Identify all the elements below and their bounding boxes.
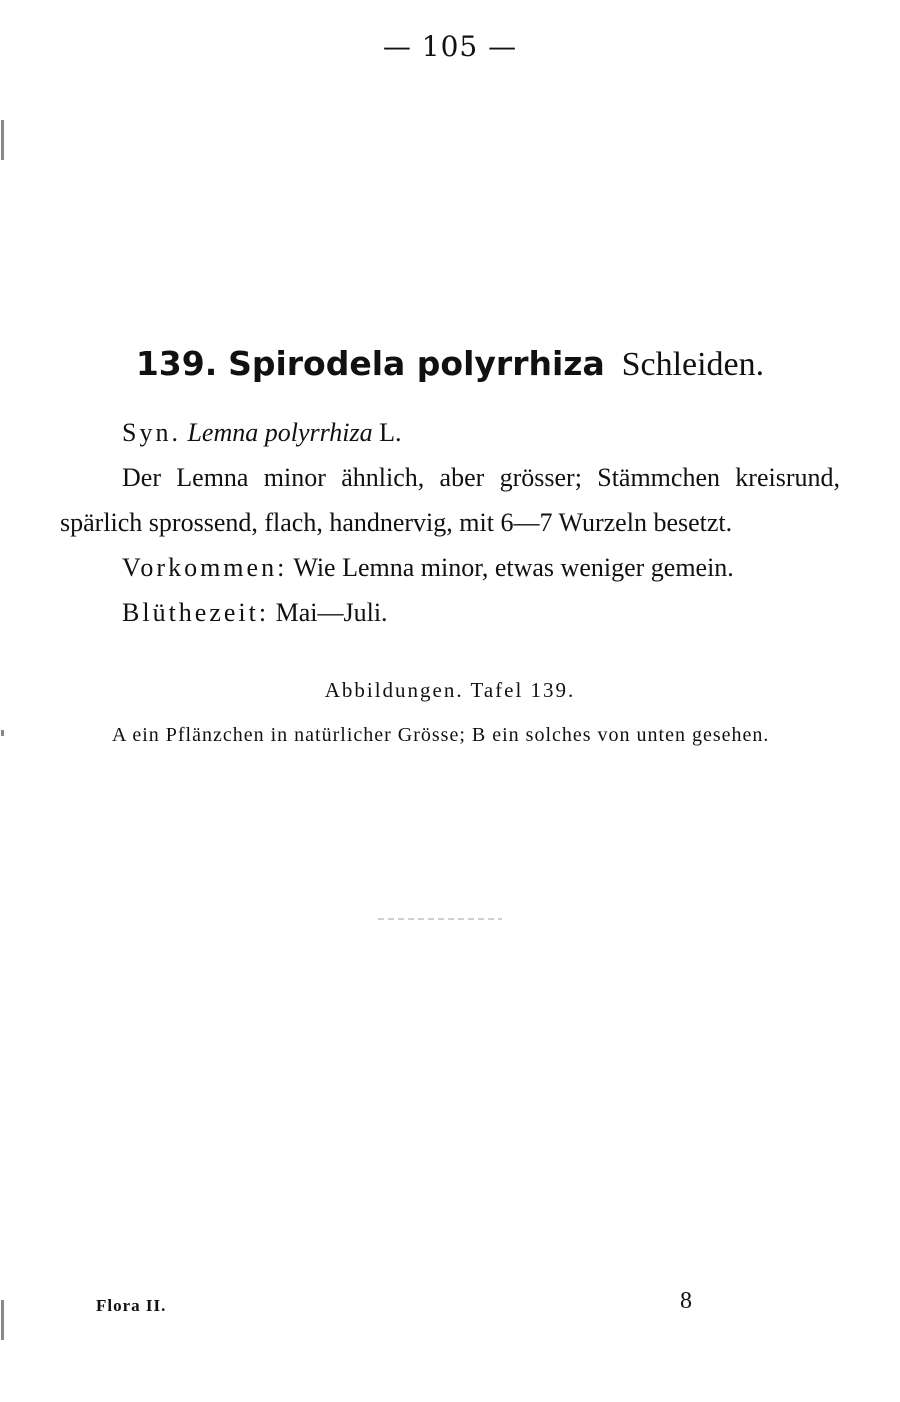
- entry-number: 139.: [135, 344, 218, 383]
- faint-divider: [378, 918, 502, 920]
- flowering-line: [60, 590, 840, 635]
- entry-body: [60, 410, 840, 635]
- synonym-author: L.: [379, 418, 402, 447]
- synonym-label: Syn.: [122, 418, 181, 447]
- illustrations-caption: [60, 720, 836, 750]
- occurrence-label: Vorkommen:: [122, 553, 288, 582]
- illustrations-heading: Abbildungen. Tafel 139.: [324, 678, 576, 702]
- synonym-name: Lemna polyrrhiza: [187, 418, 373, 447]
- page-number: — 105 —: [382, 30, 518, 63]
- flowering-text: Mai—Juli.: [275, 598, 388, 627]
- synonym-line: [60, 410, 840, 455]
- species-author: Schleiden.: [621, 346, 765, 383]
- caption-text: A ein Pflänzchen in natürlicher Grösse; B ein solches von unten gesehen.: [112, 724, 770, 746]
- signature-mark: Flora II.: [96, 1296, 167, 1315]
- flowering-label: Blüthezeit:: [122, 598, 270, 627]
- sheet-number: 8: [680, 1288, 692, 1314]
- species-name: Spirodela polyrrhiza: [228, 344, 605, 383]
- occurrence-text: Wie Lemna minor, etwas weniger gemein.: [293, 553, 734, 582]
- species-heading: [0, 344, 900, 385]
- description-paragraph: Der Lemna minor ähnlich, aber grösser; Stämmchen kreisrund, spärlich sprossend, flach, handnervig, mit 6—7 Wurzeln besetzt.: [60, 463, 840, 537]
- occurrence-line: [60, 545, 840, 590]
